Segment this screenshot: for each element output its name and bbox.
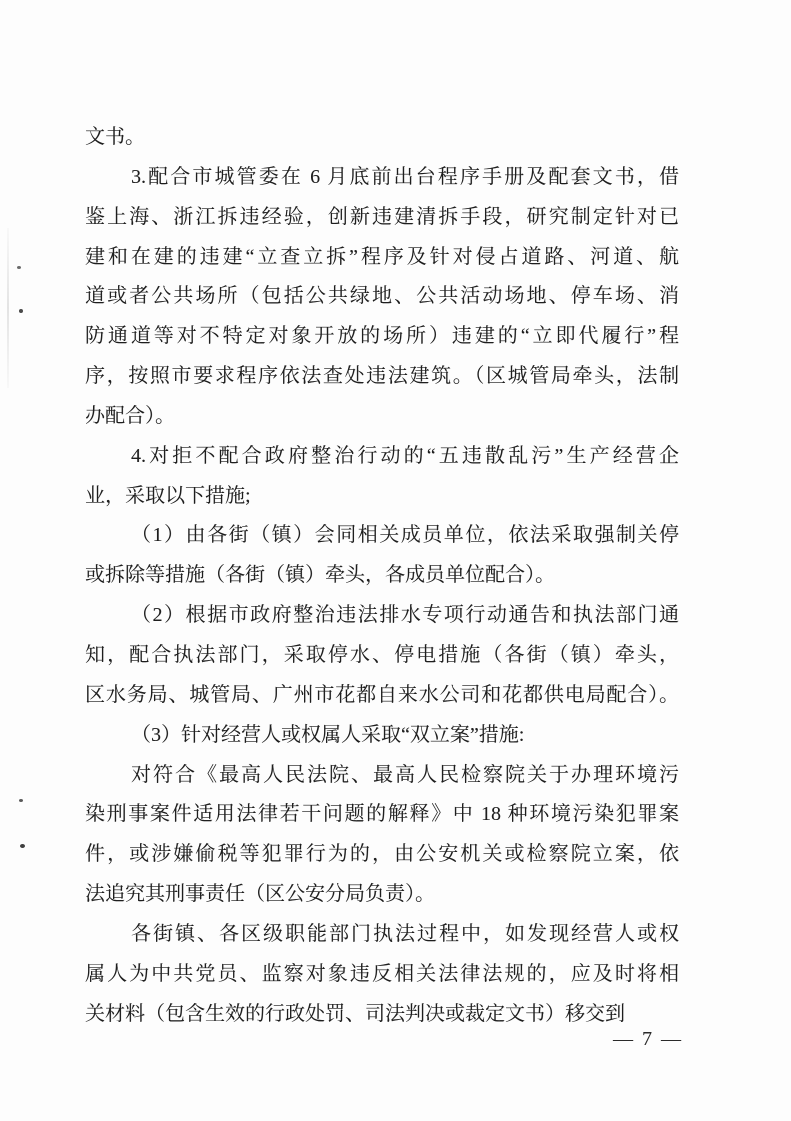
text-line: 业，采取以下措施; bbox=[85, 484, 251, 507]
paragraph bbox=[85, 118, 679, 158]
text-line: （3）针对经营人或权属人采取“双立案”措施: bbox=[131, 723, 525, 746]
text-line: 区水务局、城管局、广州市花都自来水公司和花都供电局配合）。 bbox=[85, 683, 679, 706]
text-line: 鉴上海、浙江拆违经验，创新违建清拆手段，研究制定针对已 bbox=[85, 205, 679, 228]
text-line: 各街镇、各区级职能部门执法过程中，如发现经营人或权 bbox=[131, 922, 679, 945]
paragraph bbox=[85, 915, 679, 1035]
scan-edge-artifact bbox=[7, 228, 9, 388]
text-line: 4.对拒不配合政府整治行动的“五违散乱污”生产经营企 bbox=[131, 444, 679, 467]
scan-speck bbox=[17, 266, 21, 269]
text-line: 文书。 bbox=[85, 126, 145, 148]
text-line: 染刑事案件适用法律若干问题的解释》中 18 种环境污染犯罪案 bbox=[85, 803, 679, 826]
text-line: 办配合）。 bbox=[85, 404, 175, 427]
text-line: 或拆除等措施（各街（镇）牵头，各成员单位配合）。 bbox=[85, 564, 555, 587]
paragraph bbox=[85, 756, 679, 915]
paragraph bbox=[85, 716, 679, 756]
text-line: （2）根据市政府整治违法排水专项行动通告和执法部门通 bbox=[131, 604, 679, 627]
text-line: 对符合《最高人民法院、最高人民检察院关于办理环境污 bbox=[131, 763, 679, 786]
text-line: 道或者公共场所（包括公共绿地、公共活动场地、停车场、消 bbox=[85, 285, 679, 308]
scan-speck bbox=[19, 309, 23, 313]
text-line: 件，或涉嫌偷税等犯罪行为的，由公安机关或检察院立案，依 bbox=[85, 843, 679, 866]
document-body bbox=[85, 118, 679, 1034]
text-line: 建和在建的违建“立查立拆”程序及针对侵占道路、河道、航 bbox=[85, 245, 679, 268]
text-line: 关材料（包含生效的行政处罚、司法判决或裁定文书）移交到 bbox=[85, 1002, 625, 1025]
text-line: 知，配合执法部门，采取停水、停电措施（各街（镇）牵头， bbox=[85, 643, 679, 666]
scan-speck bbox=[20, 844, 25, 848]
text-line: 序，按照市要求程序依法查处违法建筑。（区城管局牵头，法制 bbox=[85, 365, 679, 388]
paragraph bbox=[85, 437, 679, 517]
text-line: 防通道等对不特定对象开放的场所）违建的“立即代履行”程 bbox=[85, 325, 679, 348]
text-line: 3.配合市城管委在 6 月底前出台程序手册及配套文书，借 bbox=[131, 165, 679, 188]
paragraph bbox=[85, 516, 679, 596]
text-line: （1）由各街（镇）会同相关成员单位，依法采取强制关停 bbox=[131, 524, 679, 547]
text-line: 属人为中共党员、监察对象违反相关法律法规的，应及时将相 bbox=[85, 962, 679, 985]
paragraph bbox=[85, 596, 679, 716]
scan-speck bbox=[19, 799, 23, 802]
text-line: 法追究其刑事责任（区公安分局负责）。 bbox=[85, 883, 435, 906]
paragraph bbox=[85, 158, 679, 437]
page-number: — 7 — bbox=[613, 1028, 681, 1050]
